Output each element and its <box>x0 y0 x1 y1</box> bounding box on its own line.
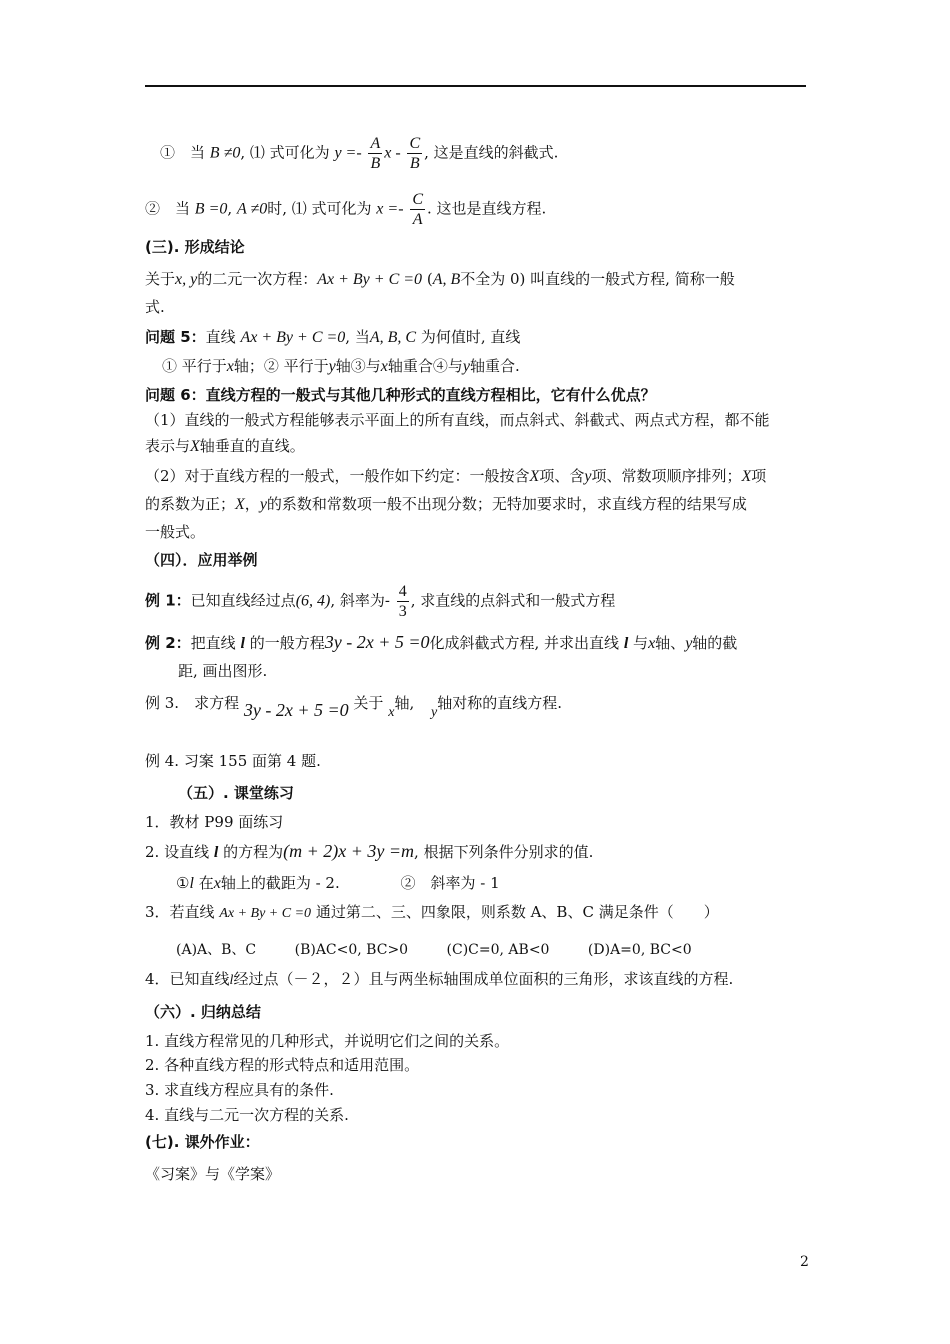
math: A ≠0 <box>236 200 268 218</box>
summary-4: 4. 直线与二元一次方程的关系. <box>145 1106 349 1124</box>
page-number: 2 <box>800 1254 809 1270</box>
option-c: (C)C=0, AB<0 <box>446 942 550 958</box>
math: l <box>213 844 219 861</box>
math: l <box>189 875 194 892</box>
numerator: C <box>409 135 421 152</box>
text: 为何值时, 直线 <box>420 328 521 346</box>
text: , 斜率为- <box>330 591 390 610</box>
math: X <box>529 468 540 485</box>
text: 不全为 0) 叫直线的一般式方程, 简称一般 <box>460 270 735 288</box>
math: x, y <box>175 271 198 288</box>
text: 轴重合. <box>470 357 520 375</box>
text: 轴；② 平行于 <box>233 357 329 375</box>
math: X <box>235 496 245 513</box>
section-heading-6: （六）. 归纳总结 <box>145 1003 261 1021</box>
math: (6, 4) <box>295 592 331 610</box>
numerator: C <box>412 191 423 208</box>
text: 时, ⑴ 式可化为 <box>267 199 372 218</box>
math: A, B, C <box>369 329 417 346</box>
math: B ≠0 <box>209 144 241 162</box>
text: 与 <box>633 634 649 652</box>
math: x <box>388 705 395 720</box>
math: Ax + By + C =0 <box>317 271 423 288</box>
text: 轴③与 <box>335 357 381 375</box>
conclusion-line-1 <box>145 268 735 291</box>
text: ① 平行于 <box>162 357 227 375</box>
math: y <box>431 705 438 720</box>
math: y <box>328 358 336 375</box>
header-rule <box>145 85 806 87</box>
text: 的一般方程 <box>249 634 325 652</box>
exercise-3 <box>145 901 719 925</box>
fraction <box>407 134 422 173</box>
section-heading-7: (七). 课外作业： <box>145 1133 260 1151</box>
question-5-options <box>162 355 520 378</box>
answer-1-line-1: （1）直线的一般式方程能够表示平面上的所有直线，而点斜式、斜截式、两点式方程，都不能 <box>145 411 770 429</box>
math: x - <box>384 144 401 162</box>
fraction <box>410 190 425 229</box>
text: 例 3. 求方程 <box>145 694 240 712</box>
example-label: 例 2： <box>145 634 191 652</box>
numerator: 4 <box>398 583 407 600</box>
example-label: 例 1： <box>145 591 191 610</box>
math: x <box>648 635 656 652</box>
text: 关于 <box>145 270 176 288</box>
text: , ⑴ 式可化为 <box>240 143 330 162</box>
text: 把直线 <box>190 634 236 652</box>
math: 3y - 2x + 5 =0 <box>324 632 430 652</box>
text: 的二元一次方程： <box>197 270 318 288</box>
denominator: B <box>409 155 420 172</box>
text: 轴, <box>394 694 415 712</box>
fraction <box>368 134 382 173</box>
exercise-2-conditions <box>176 872 500 895</box>
math: X <box>190 438 200 455</box>
text: 经过点（－２，２）且与两坐标轴围成单位面积的三角形，求该直线的方程. <box>233 970 734 988</box>
text: 的系数为正； <box>145 495 236 513</box>
text: 的系数和常数项一般不出现分数；无特加要求时，求直线方程的结果写成 <box>266 495 747 513</box>
text: , 求直线的点斜式和一般式方程 <box>410 591 616 610</box>
text: 直线 <box>205 328 236 346</box>
text: 的方程为 <box>223 843 284 861</box>
case-label: ① 当 <box>160 143 206 162</box>
question-5 <box>145 326 520 349</box>
summary-1: 1. 直线方程常见的几种形式，并说明它们之间的关系。 <box>145 1032 510 1050</box>
section-heading-4: （四）．应用举例 <box>145 551 258 569</box>
text: ， <box>244 495 260 513</box>
math: y =- <box>334 144 362 162</box>
text: 轴、 <box>655 634 686 652</box>
text: 轴对称的直线方程. <box>437 694 562 712</box>
text: ② 斜率为 - 1 <box>400 874 500 892</box>
text: 在 <box>198 874 214 892</box>
option-b: (B)AC<0, BC>0 <box>294 942 409 958</box>
math: x <box>213 875 221 892</box>
answer-2-line-2 <box>145 493 747 516</box>
text: 项 <box>751 467 767 485</box>
text: , 这是直线的斜截式. <box>424 143 559 162</box>
math: y <box>462 358 471 375</box>
case-label: ② 当 <box>145 199 191 218</box>
text: ( <box>426 270 433 288</box>
math: x <box>226 358 234 375</box>
math: X <box>741 468 752 485</box>
text: 轴上的截距为 - 2. <box>220 874 340 892</box>
text: 3．若直线 <box>145 903 215 921</box>
summary-2: 2. 各种直线方程的形式特点和适用范围。 <box>145 1056 420 1074</box>
denominator: B <box>370 155 381 172</box>
exercise-3-options <box>176 939 692 961</box>
answer-2-line-1 <box>145 465 766 488</box>
section-heading-3: (三). 形成结论 <box>145 238 245 256</box>
text: 项、含 <box>539 467 585 485</box>
example-4: 例 4. 习案 155 面第 4 题. <box>145 752 321 770</box>
text: 已知直线经过点 <box>190 591 296 610</box>
text: 表示与 <box>145 437 191 455</box>
denominator: 3 <box>398 603 407 620</box>
text: , 当 <box>345 328 370 346</box>
math: y <box>685 635 693 652</box>
math: 3y - 2x + 5 =0 <box>243 700 349 720</box>
exercise-2 <box>145 840 593 864</box>
question-label: 问题 5： <box>145 328 206 346</box>
text: 轴重合④与 <box>387 357 463 375</box>
math: x <box>380 358 388 375</box>
section-heading-5: （五）. 课堂练习 <box>178 784 294 802</box>
exercise-1: 1．教材 P99 面练习 <box>145 813 284 831</box>
answer-1-line-2 <box>145 435 305 458</box>
math: y <box>259 496 267 513</box>
example-2-line-2: 距, 画出图形. <box>178 662 268 680</box>
homework: 《习案》与《学案》 <box>145 1165 281 1183</box>
text: 轴垂直的直线。 <box>199 437 305 455</box>
numerator: A <box>370 135 381 152</box>
text: 通过第二、三、四象限，则系数 A、B、C 满足条件（ ） <box>315 903 719 921</box>
option-d: (D)A=0, BC<0 <box>587 942 692 958</box>
text: . 这也是直线方程. <box>426 199 547 218</box>
question-6: 问题 6：直线方程的一般式与其他几种形式的直线方程相比，它有什么优点？ <box>145 386 656 404</box>
text: , 根据下列条件分别求的值. <box>414 843 594 861</box>
example-2-line-1 <box>145 631 737 655</box>
text: 2. 设直线 <box>145 843 210 861</box>
denominator: A <box>412 211 423 228</box>
conclusion-line-2: 式. <box>145 298 165 316</box>
fraction <box>397 582 409 621</box>
example-3 <box>145 691 562 720</box>
answer-2-line-3: 一般式。 <box>145 523 206 541</box>
example-1 <box>145 582 615 621</box>
exercise-4 <box>145 968 733 992</box>
text: 项、常数项顺序排列； <box>591 467 742 485</box>
case-b-zero <box>145 190 546 229</box>
text: 4．已知直线 <box>145 970 230 988</box>
summary-3: 3. 求直线方程应具有的条件. <box>145 1081 334 1099</box>
case-b-nonzero <box>160 134 558 173</box>
math: l <box>623 635 629 652</box>
text: ① <box>176 874 190 892</box>
math: Ax + By + C =0 <box>219 906 312 921</box>
text: 化成斜截式方程, 并求出直线 <box>429 634 620 652</box>
text: （2）对于直线方程的一般式，一般作如下约定：一般按含 <box>145 467 530 485</box>
math: l <box>229 973 234 988</box>
text: 轴的截 <box>692 634 738 652</box>
math: B =0 <box>194 200 228 218</box>
math: y <box>584 468 592 485</box>
math: Ax + By + C =0 <box>240 329 346 346</box>
math: x =- <box>376 200 404 218</box>
math: A, B <box>432 271 461 288</box>
option-a: (A)A、B、C <box>176 942 257 958</box>
math: (m + 2)x + 3y =m <box>283 841 415 861</box>
text: , <box>227 199 233 218</box>
math: l <box>240 635 245 652</box>
text: 关于 <box>353 694 384 712</box>
